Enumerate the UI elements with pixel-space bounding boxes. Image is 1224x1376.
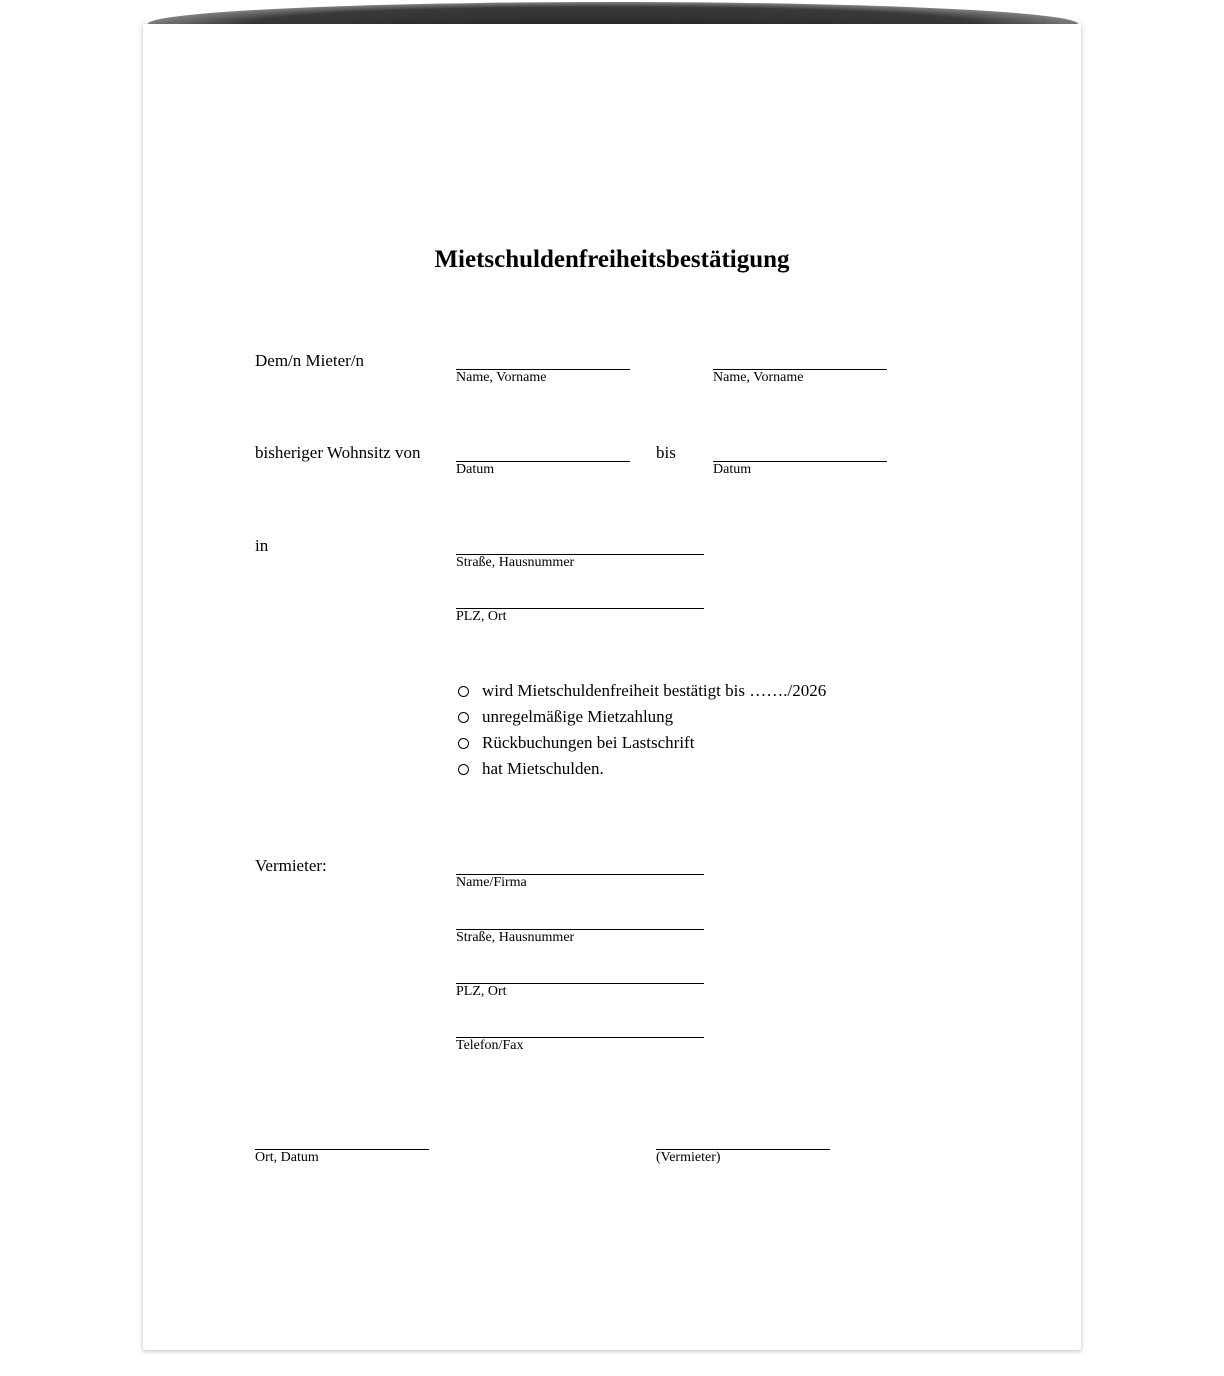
option-debt-free[interactable]: [456, 681, 826, 701]
residence-to-caption: Datum: [713, 462, 752, 477]
tenant-name-1-caption: Name, Vorname: [456, 370, 547, 385]
document-title: Mietschuldenfreiheitsbestätigung: [434, 246, 790, 273]
page-curl-shadow: [148, 2, 1078, 24]
radio-circle-icon[interactable]: [458, 738, 469, 749]
landlord-city-caption: PLZ, Ort: [456, 984, 507, 999]
tenant-label: Dem/n Mieter/n: [255, 351, 365, 370]
radio-circle-icon[interactable]: [458, 686, 469, 697]
address-label: in: [255, 536, 269, 555]
landlord-signature-caption: (Vermieter): [656, 1150, 721, 1165]
radio-circle-icon[interactable]: [458, 764, 469, 775]
option-label: wird Mietschuldenfreiheit bestätigt bis ……./2026: [482, 681, 827, 700]
residence-from-caption: Datum: [456, 462, 495, 477]
option-label: Rückbuchungen bei Lastschrift: [482, 733, 695, 752]
option-chargebacks[interactable]: [456, 733, 694, 753]
landlord-phone-caption: Telefon/Fax: [456, 1038, 524, 1053]
residence-bis-label: bis: [656, 443, 676, 462]
form-page: [143, 24, 1081, 1350]
radio-circle-icon[interactable]: [458, 712, 469, 723]
landlord-street-caption: Straße, Hausnummer: [456, 930, 575, 945]
place-date-caption: Ort, Datum: [255, 1150, 319, 1165]
landlord-name-caption: Name/Firma: [456, 875, 527, 890]
residence-label: bisheriger Wohnsitz von: [255, 443, 421, 462]
option-label: unregelmäßige Mietzahlung: [482, 707, 674, 726]
address-street-caption: Straße, Hausnummer: [456, 555, 575, 570]
option-label: hat Mietschulden.: [482, 759, 604, 778]
landlord-label: Vermieter:: [255, 856, 327, 875]
option-has-debts[interactable]: [456, 759, 604, 779]
tenant-name-2-caption: Name, Vorname: [713, 370, 804, 385]
option-irregular-payment[interactable]: [456, 707, 673, 727]
address-city-caption: PLZ, Ort: [456, 609, 507, 624]
